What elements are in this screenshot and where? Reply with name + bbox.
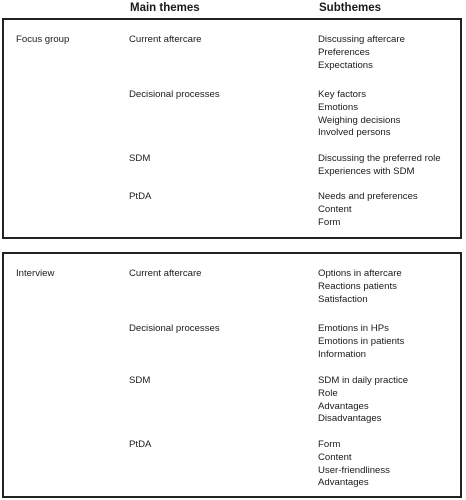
subtheme-item: Role [318, 387, 338, 399]
main-theme-name: Current aftercare [129, 34, 202, 45]
subtheme-item: Options in aftercare [318, 268, 402, 279]
subtheme-item: Content [318, 203, 352, 215]
subtheme-item: Preferences [318, 46, 370, 58]
subtheme-list [318, 268, 402, 306]
subtheme-list [318, 89, 400, 140]
subtheme-item: Emotions in patients [318, 335, 405, 347]
subtheme-list [318, 439, 390, 490]
subtheme-list [318, 34, 405, 72]
subtheme-item: Key factors [318, 89, 366, 100]
subthemes-heading: Subthemes [319, 2, 381, 14]
subtheme-item: Discussing the preferred role [318, 153, 441, 164]
subtheme-item: Information [318, 348, 366, 360]
subtheme-item: Advantages [318, 477, 369, 489]
subtheme-item: Involved persons [318, 127, 391, 139]
table-header [0, 0, 466, 18]
group-label: Interview [16, 268, 55, 279]
subtheme-item: Weighing decisions [318, 114, 401, 126]
subtheme-list [318, 323, 404, 361]
subtheme-list [318, 153, 441, 179]
subtheme-list [318, 191, 418, 229]
subtheme-item: Discussing aftercare [318, 34, 405, 45]
subtheme-item: Form [318, 439, 341, 450]
interview-section [2, 252, 462, 498]
main-theme-name: Decisional processes [129, 323, 220, 334]
subtheme-item: Advantages [318, 400, 369, 412]
main-theme-name: SDM [129, 153, 151, 164]
focus-group-section [2, 18, 462, 239]
subtheme-item: Needs and preferences [318, 191, 418, 202]
subtheme-item: SDM in daily practice [318, 375, 409, 386]
subtheme-item: Experiences with SDM [318, 165, 415, 177]
main-theme-name: PtDA [129, 439, 152, 450]
subtheme-item: User-friendliness [318, 464, 390, 476]
subtheme-item: Reactions patients [318, 280, 397, 292]
main-theme-name: Current aftercare [129, 268, 202, 279]
subtheme-item: Emotions in HPs [318, 323, 389, 334]
main-theme-name: Decisional processes [129, 89, 220, 100]
group-label: Focus group [16, 34, 70, 45]
subtheme-list [318, 375, 408, 426]
subtheme-item: Disadvantages [318, 413, 382, 425]
subtheme-item: Emotions [318, 101, 358, 113]
main-theme-name: SDM [129, 375, 151, 386]
subtheme-item: Satisfaction [318, 293, 368, 305]
subtheme-item: Content [318, 451, 352, 463]
main-themes-heading: Main themes [130, 2, 200, 14]
subtheme-item: Expectations [318, 59, 373, 71]
subtheme-item: Form [318, 216, 341, 228]
main-theme-name: PtDA [129, 191, 152, 202]
